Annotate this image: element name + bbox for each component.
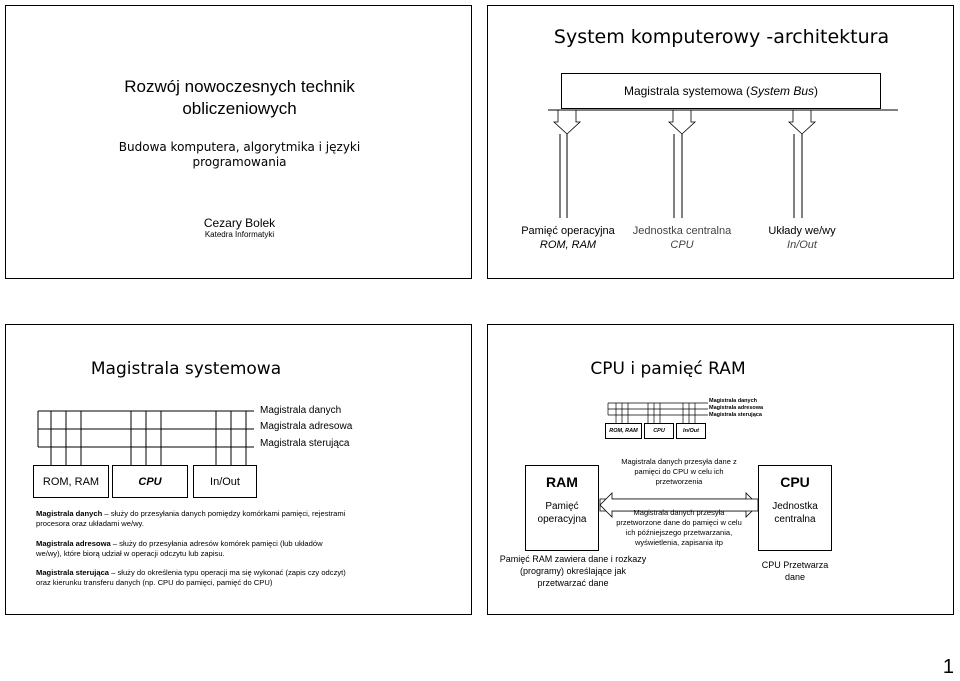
ram-title: RAM — [546, 474, 578, 490]
slide-architecture — [487, 5, 954, 279]
mini-bus-label-address: Magistrala adresowa — [709, 405, 764, 411]
desc-address-bus-text: – służy do przesyłania adresów komórek pamięci (lub układów we/wy), które biorą udział w operacji odczytu lub zapisu. — [36, 539, 323, 558]
desc-control-bus-text: – służy do określenia typu operacji ma się wykonać (zapis czy odczyt) oraz kierunku transferu danych (np. CPU do pamięci, pamięć do CPU) — [36, 568, 346, 587]
bus-label-address: Magistrala adresowa — [260, 421, 353, 432]
unit-cpu-code: CPU — [670, 239, 694, 251]
box-rom-ram: ROM, RAM — [33, 465, 109, 498]
cpu-subtitle: Jednostka centralna — [772, 501, 818, 525]
unit-memory — [508, 224, 628, 252]
unit-cpu-name: Jednostka centralna — [632, 225, 732, 237]
box-in-out: In/Out — [193, 465, 257, 498]
author-name: Cezary Bolek — [203, 216, 276, 230]
ram-box — [525, 465, 599, 551]
unit-io-code: In/Out — [787, 239, 817, 251]
desc-data-bus-text: – służy do przesyłania danych pomiędzy komórkami pamięci, rejestrami procesora oraz układami we/wy. — [36, 509, 346, 528]
mini-bus-label-control: Magistrala sterująca — [709, 412, 762, 418]
slide-system-bus — [5, 324, 472, 615]
slide-title: CPU i pamięć RAM — [590, 359, 746, 379]
flow-text-to-cpu: Magistrala danych przesyła dane z pamięci do CPU w celu ich przetworzenia — [621, 457, 737, 486]
cpu-title: CPU — [780, 474, 810, 490]
cpu-box — [758, 465, 832, 551]
mini-box-rom-ram: ROM, RAM — [605, 423, 642, 439]
cpu-note: CPU Przetwarza dane — [761, 560, 829, 582]
ram-subtitle: Pamięć operacyjna — [537, 501, 587, 525]
presentation-subtitle: Budowa komputera, algorytmika i języki programowania — [118, 140, 361, 169]
mini-bus-label-data: Magistrala danych — [709, 398, 757, 404]
flow-text-to-ram: Magistrala danych przesyła przetworzone dane do pamięci w celu ich późniejszego przetwarzania, wyświetlenia, zapisania itp — [616, 508, 742, 547]
desc-address-bus — [36, 539, 346, 558]
desc-data-bus-term: Magistrala danych — [36, 509, 103, 518]
desc-address-bus-term: Magistrala adresowa — [36, 539, 111, 548]
bus-label-data: Magistrala danych — [260, 405, 342, 416]
ram-note: Pamięć RAM zawiera dane i rozkazy (programy) określające jak przetwarzać dane — [499, 554, 647, 588]
slide-title — [5, 5, 472, 279]
presentation-title: Rozwój nowoczesnych technik obliczeniowych — [124, 77, 355, 118]
department-name: Katedra Informatyki — [204, 230, 275, 239]
slide-title: System komputerowy -architektura — [553, 26, 890, 48]
unit-memory-name: Pamięć operacyjna — [521, 225, 615, 237]
unit-io-name: Układy we/wy — [768, 225, 836, 237]
slide-cpu-ram — [487, 324, 954, 615]
bus-label-italic: System Bus — [750, 84, 815, 98]
bus-label-prefix: Magistrala systemowa ( — [623, 84, 750, 98]
unit-io — [742, 224, 862, 252]
mini-box-in-out: In/Out — [676, 423, 706, 439]
desc-control-bus — [36, 568, 346, 587]
slide-title: Magistrala systemowa — [90, 359, 282, 379]
unit-cpu — [622, 224, 742, 252]
mini-box-cpu: CPU — [644, 423, 674, 439]
bus-label-control: Magistrala sterująca — [260, 438, 350, 449]
unit-memory-code: ROM, RAM — [539, 239, 597, 251]
desc-control-bus-term: Magistrala sterująca — [36, 568, 110, 577]
page-number: 1 — [942, 656, 954, 678]
box-cpu: CPU — [112, 465, 188, 498]
bus-label-suffix: ) — [814, 84, 819, 98]
desc-data-bus — [36, 509, 346, 528]
